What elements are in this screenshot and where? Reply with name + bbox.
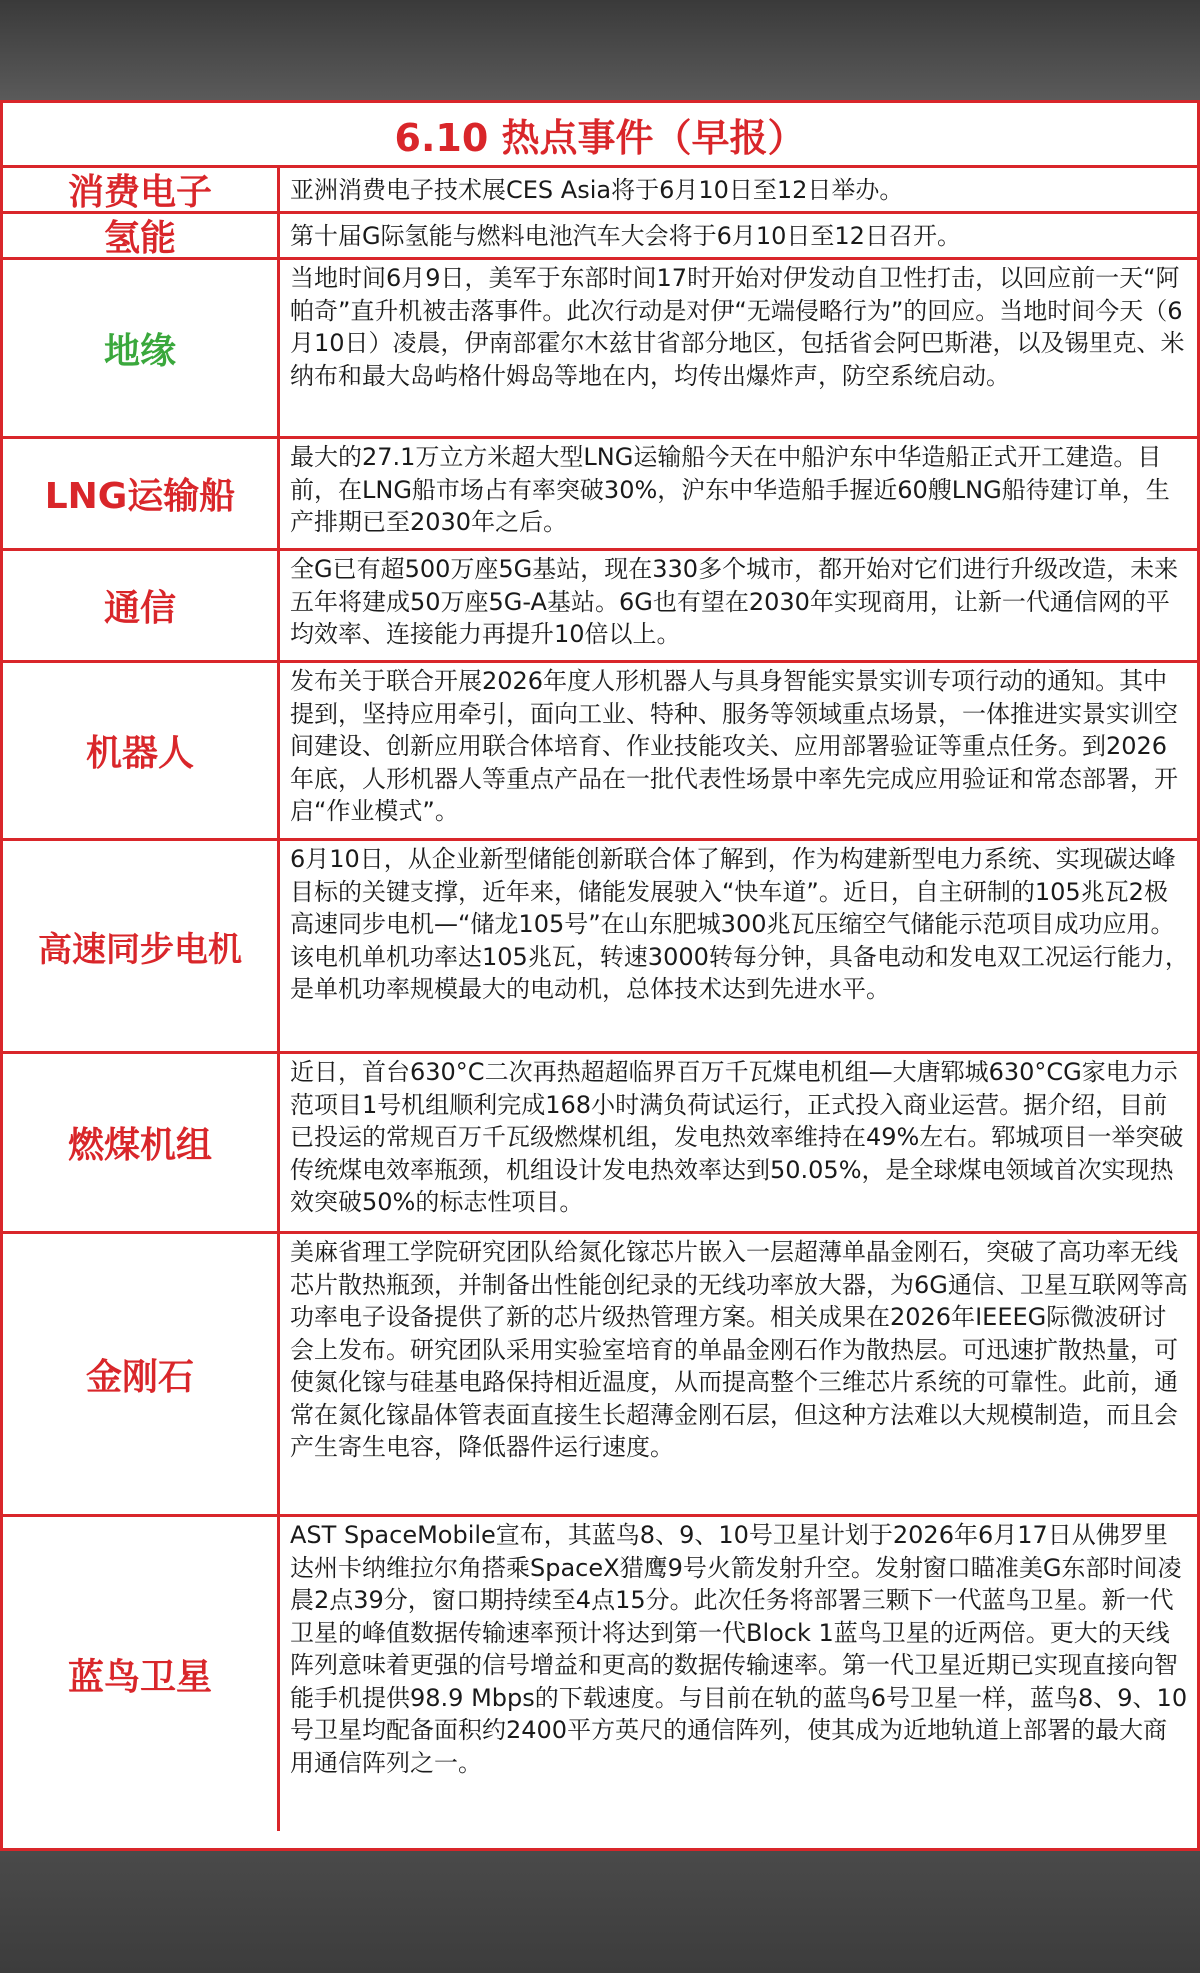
- hot-events-table: [0, 100, 1200, 1851]
- page-title: 6.10 热点事件（早报）: [3, 103, 1197, 168]
- event-text: 6月10日，从企业新型储能创新联合体了解到，作为构建新型电力系统、实现碳达峰目标的关键支撑，近年来，储能发展驶入“快车道”。近日，自主研制的105兆瓦2极高速同步电机—“储龙105号”在山东肥城300兆瓦压缩空气储能示范项目成功应用。该电机单机功率达105兆瓦，转速3000转每分钟，具备电动和发电双工况运行能力，是单机功率规模最大的电动机，总体技术达到先进水平。: [290, 845, 1189, 1003]
- category-label: 消费电子: [3, 168, 280, 211]
- event-text: 全G已有超500万座5G基站，现在330多个城市，都开始对它们进行升级改造，未来五年将建成50万座5G-A基站。6G也有望在2030年实现商用，让新一代通信网的平均效率、连接能力再提升10倍以上。: [290, 555, 1179, 648]
- bottom-dark-band: [0, 1851, 1200, 1973]
- table-row: [3, 1234, 1197, 1517]
- event-text: 第十届G际氢能与燃料电池汽车大会将于6月10日至12日召开。: [290, 222, 961, 251]
- category-label: 机器人: [3, 663, 280, 838]
- category-label: 通信: [3, 551, 280, 660]
- table-row: [3, 551, 1197, 663]
- table-row: [3, 841, 1197, 1054]
- category-label: 蓝鸟卫星: [3, 1517, 280, 1831]
- event-text: 亚洲消费电子技术展CES Asia将于6月10日至12日举办。: [290, 176, 904, 205]
- event-text: 美麻省理工学院研究团队给氮化镓芯片嵌入一层超薄单晶金刚石，突破了高功率无线芯片散热瓶颈，并制备出性能创纪录的无线功率放大器，为6G通信、卫星互联网等高功率电子设备提供了新的芯片级热管理方案。相关成果在2026年IEEEG际微波研讨会上发布。研究团队采用实验室培育的单晶金刚石作为散热层。可迅速扩散热量，可使氮化镓与硅基电路保持相近温度，从而提高整个三维芯片系统的可靠性。此前，通常在氮化镓晶体管表面直接生长超薄金刚石层，但这种方法难以大规模制造，而且会产生寄生电容，降低器件运行速度。: [290, 1238, 1188, 1461]
- event-text: AST SpaceMobile宣布，其蓝鸟8、9、10号卫星计划于2026年6月17日从佛罗里达州卡纳维拉尔角搭乘SpaceX猎鹰9号火箭发射升空。发射窗口瞄准美G东部时间凌晨2点39分，窗口期持续至4点15分。此次任务将部署三颗下一代蓝鸟卫星。新一代卫星的峰值数据传输速率预计将达到第一代Block 1蓝鸟卫星的近两倍。更大的天线阵列意味着更强的信号增益和更高的数据传输速率。第一代卫星近期已实现直接向智能手机提供98.9 Mbps的下载速度。与目前在轨的蓝鸟6号卫星一样，蓝鸟8、9、10号卫星均配备面积约2400平方英尺的通信阵列，使其成为近地轨道上部署的最大商用通信阵列之一。: [290, 1521, 1188, 1777]
- category-label: 氢能: [3, 214, 280, 257]
- category-label: LNG运输船: [3, 439, 280, 548]
- category-label: 燃煤机组: [3, 1054, 280, 1231]
- top-dark-band: [0, 0, 1200, 100]
- category-label: 金刚石: [3, 1234, 280, 1514]
- event-text: 当地时间6月9日，美军于东部时间17时开始对伊发动自卫性打击，以回应前一天“阿帕奇”直升机被击落事件。此次行动是对伊“无端侵略行为”的回应。当地时间今天（6月10日）凌晨，伊南部霍尔木兹甘省部分地区，包括省会阿巴斯港，以及锡里克、米纳布和最大岛屿格什姆岛等地在内，均传出爆炸声，防空系统启动。: [290, 264, 1185, 390]
- category-label: 高速同步电机: [3, 841, 280, 1051]
- table-row: [3, 168, 1197, 214]
- event-text: 近日，首台630°C二次再热超超临界百万千瓦煤电机组—大唐郓城630°CG家电力示范项目1号机组顺利完成168小时满负荷试运行，正式投入商业运营。据介绍，目前已投运的常规百万千瓦级燃煤机组，发电热效率维持在49%左右。郓城项目一举突破传统煤电效率瓶颈，机组设计发电热效率达到50.05%，是全球煤电领域首次实现热效突破50%的标志性项目。: [290, 1058, 1184, 1216]
- table-row: [3, 663, 1197, 841]
- table-row: [3, 1054, 1197, 1234]
- event-text: 最大的27.1万立方米超大型LNG运输船今天在中船沪东中华造船正式开工建造。目前，在LNG船市场占有率突破30%，沪东中华造船手握近60艘LNG船待建订单，生产排期已至2030年之后。: [290, 443, 1170, 536]
- table-row: [3, 260, 1197, 439]
- table-row: [3, 1517, 1197, 1831]
- category-label: 地缘: [3, 260, 280, 436]
- table-row: [3, 439, 1197, 551]
- table-row: [3, 214, 1197, 260]
- event-text: 发布关于联合开展2026年度人形机器人与具身智能实景实训专项行动的通知。其中提到，坚持应用牵引，面向工业、特种、服务等领域重点场景，一体推进实景实训空间建设、创新应用联合体培育、作业技能攻关、应用部署验证等重点任务。到2026年底，人形机器人等重点产品在一批代表性场景中率先完成应用验证和常态部署，开启“作业模式”。: [290, 667, 1178, 825]
